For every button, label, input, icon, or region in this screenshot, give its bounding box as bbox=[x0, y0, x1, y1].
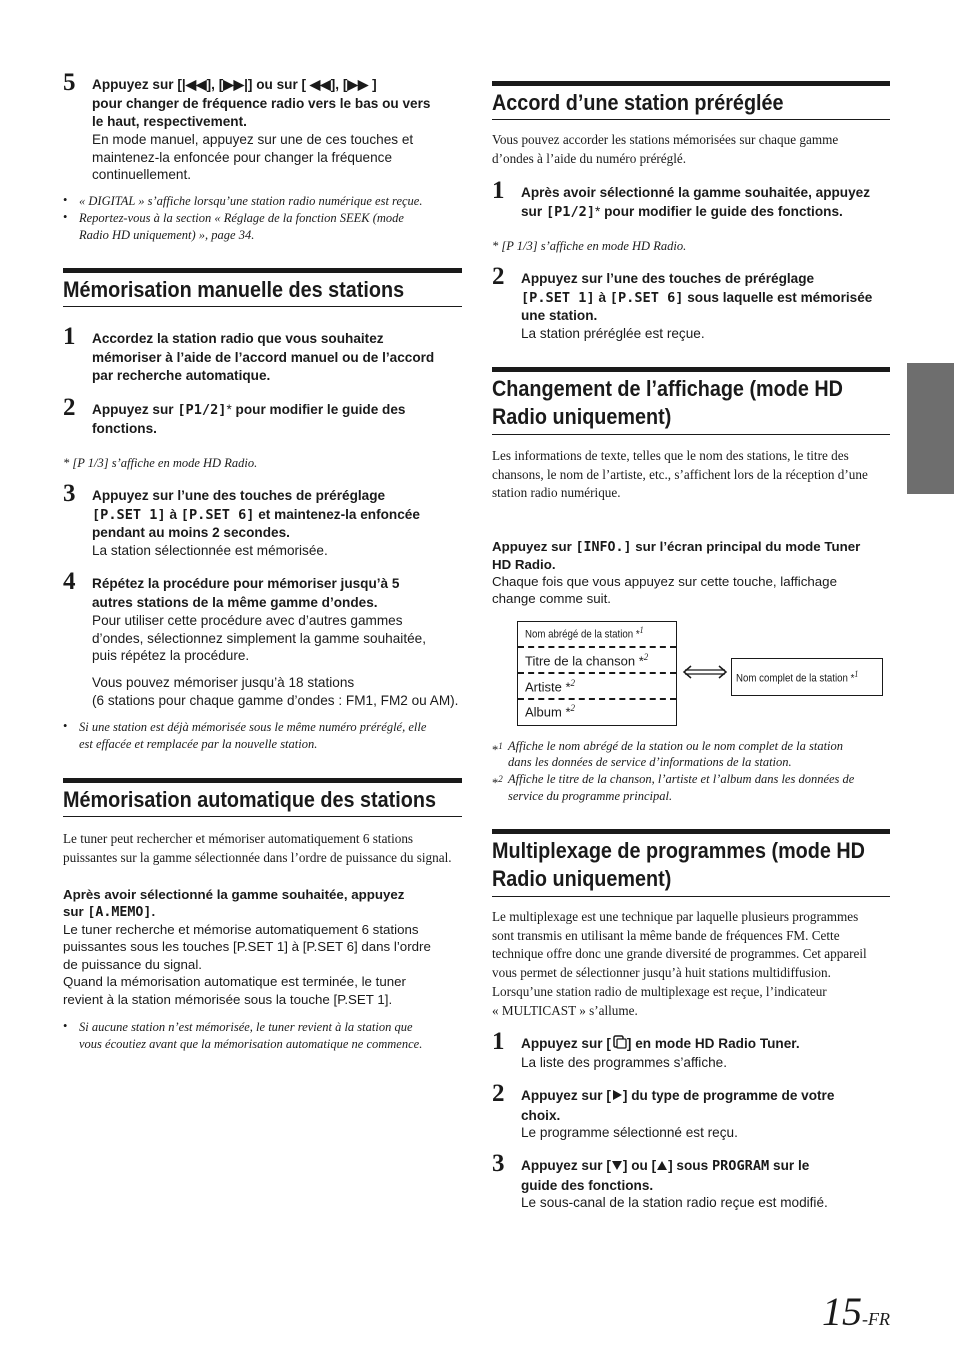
step-number: 5 bbox=[63, 69, 76, 96]
footnote: * [P 1/3] s’affiche en mode HD Radio. bbox=[63, 456, 258, 470]
double-arrow-icon bbox=[682, 665, 728, 684]
step-body: En mode manuel, appuyez sur une de ces touches et maintenez-la enfoncée pour changer la fréquence continuellement. bbox=[92, 132, 414, 182]
play-right-icon bbox=[611, 1088, 623, 1107]
step-number: 2 bbox=[492, 263, 505, 290]
section-tab-marker bbox=[907, 363, 954, 494]
multiplex-intro: Le multiplexage est une technique par laquelle plusieurs programmes sont transmis en utilisant la même bande de fréquences FM. Cette technique offre donc une grande diversité de programmes. Cet appareil vous permet de sélectionner jusqu’à huit stations multidiffusion. Lorsqu’une station radio de multiplexage est reçue, l’indicateur « MULTICAST » s’allume. bbox=[492, 909, 867, 1018]
section-heading-auto: Mémorisation automatique des stations bbox=[63, 778, 462, 817]
step-number: 1 bbox=[492, 1028, 505, 1055]
footnote: * [P 1/3] s’affiche en mode HD Radio. bbox=[492, 239, 687, 253]
step-number: 3 bbox=[63, 480, 76, 507]
section-heading-multiplex: Multiplexage de programmes (mode HD Radio uniquement) bbox=[492, 829, 890, 897]
auto-description: Le tuner recherche et mémorise automatiquement 6 stations puissantes sous les touches [P.SET 1] à [P.SET 6] dans l’ordre de puissance du signal. Quand la mémorisation automatique est terminée, le tuner revient à la station mémorisée sous la touche [P.SET 1]. bbox=[63, 922, 431, 1007]
step-number: 4 bbox=[63, 568, 76, 595]
step-number: 3 bbox=[492, 1150, 505, 1177]
step-instruction: Appuyez sur [|◀◀], [▶▶|] ou sur [ ◀◀], [▶▶ ] pour changer de fréquence radio vers le bas ou vers le haut, respectivement. bbox=[92, 77, 431, 129]
full-name-box: Nom complet de la station *$^1$ bbox=[731, 658, 883, 696]
list-button-icon bbox=[611, 1035, 627, 1055]
display-item: Nom abrégé de la station *$^1$ bbox=[525, 625, 644, 641]
auto-intro: Le tuner peut rechercher et mémoriser automatiquement 6 stations puissantes sur la gamme sélectionnée dans l’ordre de puissance du signal. bbox=[63, 831, 452, 865]
display-cycle-box bbox=[517, 621, 677, 726]
section-heading-affichage: Changement de l’affichage (mode HD Radio uniquement) bbox=[492, 367, 890, 435]
step-number: 2 bbox=[492, 1080, 505, 1107]
step-number: 1 bbox=[492, 177, 505, 204]
display-item: Artiste *$^2$ bbox=[525, 678, 576, 695]
display-item: Album *$^2$ bbox=[525, 703, 576, 720]
display-item: Titre de la chanson *$^2$ bbox=[525, 652, 649, 669]
down-arrow-icon bbox=[611, 1158, 623, 1177]
page-number: 15-FR bbox=[822, 1289, 890, 1334]
affichage-intro: Les informations de texte, telles que le nom des stations, le titre des chansons, le nom de l’artiste, etc., s’affichent lors de la réception d’une station radio numérique. bbox=[492, 448, 868, 501]
info-instruction: Appuyez sur [INFO.] sur l’écran principal du mode Tuner HD Radio. bbox=[492, 539, 861, 573]
step-number: 1 bbox=[63, 323, 76, 350]
step-number: 2 bbox=[63, 394, 76, 421]
section-heading-manual: Mémorisation manuelle des stations bbox=[63, 268, 462, 307]
up-arrow-icon bbox=[656, 1158, 668, 1177]
auto-instruction: Après avoir sélectionné la gamme souhaitée, appuyez sur [A.MEMO]. bbox=[63, 887, 405, 921]
section-heading-accord: Accord d’une station préréglée bbox=[492, 81, 890, 120]
accord-intro: Vous pouvez accorder les stations mémorisées sur chaque gamme d’ondes à l’aide du numéro préréglé. bbox=[492, 132, 839, 166]
info-description: Chaque fois que vous appuyez sur cette touche, laffichage change comme suit. bbox=[492, 574, 837, 607]
